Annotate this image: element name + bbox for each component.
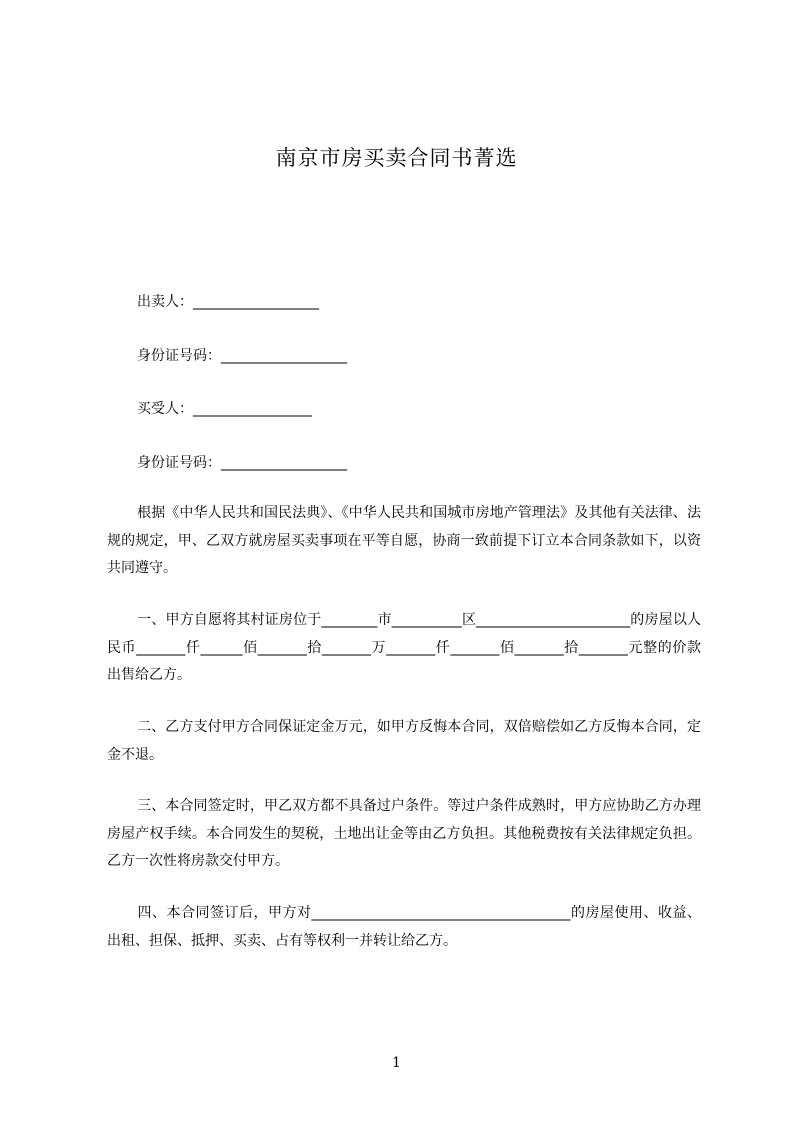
seller-id-label: 身份证号码：	[137, 348, 221, 364]
clause-2-text: 二、乙方支付甲方合同保证定金万元，如甲方反悔本合同，双倍赔偿如乙方反悔本合同，定金不退。	[107, 719, 701, 763]
buyer-label: 买受人：	[137, 401, 193, 417]
seller-field	[137, 292, 319, 312]
buyer-id-label: 身份证号码：	[137, 455, 221, 471]
clause-1-text: 一、甲方自愿将其村证房位于________市__________区______________________的房屋以人民币_______仟______佰_______拾_______万_______仟_______佰_______拾_______元整的价款出售给乙方。	[107, 612, 701, 683]
buyer-id-blank: __________________	[221, 455, 347, 471]
buyer-field	[137, 399, 312, 419]
clause-2-paragraph	[107, 714, 701, 769]
clause-3-paragraph	[107, 793, 701, 876]
seller-id-blank: __________________	[221, 348, 347, 364]
clause-4-paragraph	[107, 900, 701, 955]
clause-4-text: 四、本合同签订后，甲方对_____________________________________的房屋使用、收益、出租、担保、抵押、买卖、占有等权利一并转让给乙方。	[107, 905, 701, 949]
seller-blank: __________________	[193, 294, 319, 310]
clause-1-paragraph	[107, 607, 701, 690]
preamble-text: 根据《中华人民共和国民法典》、《中华人民共和国城市房地产管理法》及其他有关法律、法规的规定，甲、乙双方就房屋买卖事项在平等自愿，协商一致前提下订立本合同条款如下，以资共同遵守。	[107, 505, 701, 576]
seller-label: 出卖人：	[137, 294, 193, 310]
preamble-paragraph	[107, 500, 701, 583]
buyer-blank: _________________	[193, 401, 312, 417]
buyer-id-field	[137, 453, 347, 473]
seller-id-field	[137, 346, 347, 366]
clause-3-text: 三、本合同签定时，甲乙双方都不具备过户条件。等过户条件成熟时，甲方应协助乙方办理房屋产权手续。本合同发生的契税，土地出让金等由乙方负担。其他税费按有关法律规定负担。乙方一次性将房款交付甲方。	[107, 798, 701, 869]
document-title: 南京市房买卖合同书菁选	[275, 146, 518, 170]
page-number: 1	[392, 1055, 401, 1071]
